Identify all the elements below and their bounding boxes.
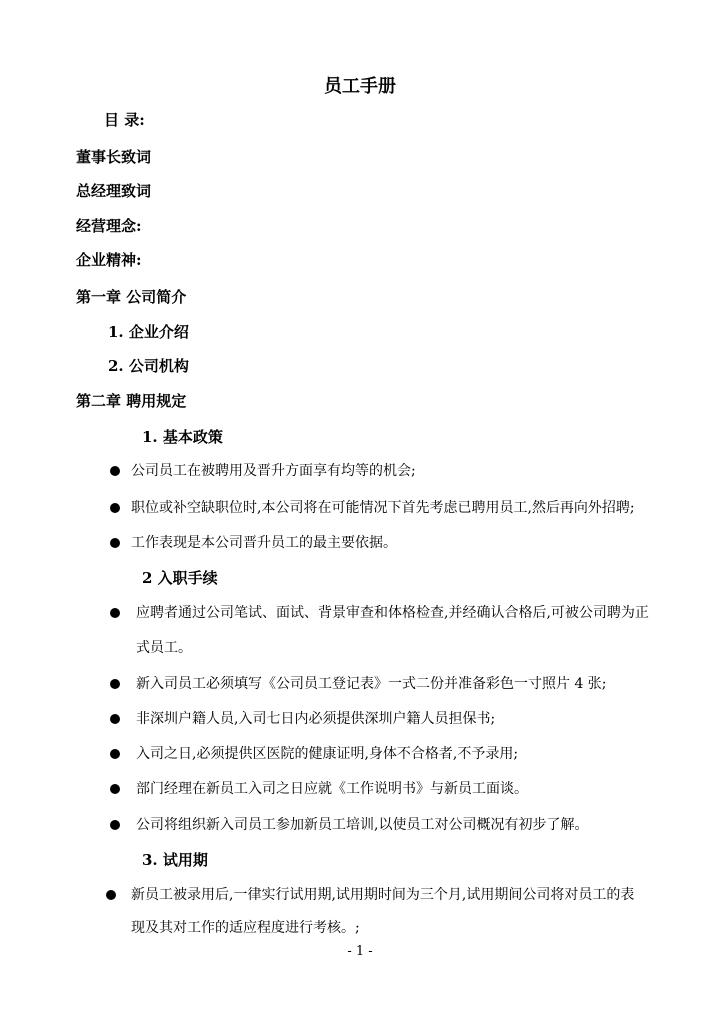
bullet-icon (110, 503, 120, 513)
bullet-icon (110, 714, 120, 724)
bullet-icon (110, 466, 120, 476)
bullet-icon (110, 679, 120, 689)
bullet-text: 入司之日,必须提供区医院的健康证明,身体不合格者,不予录用; (136, 746, 519, 762)
sub3-heading: 3. 试用期 (142, 851, 208, 869)
chapter2-heading: 第二章 聘用规定 (76, 392, 187, 410)
section-chairman-address: 董事长致词 (76, 148, 152, 166)
bullet-icon (110, 820, 120, 830)
bullet-text: 工作表现是本公司晋升员工的最主要依据。 (131, 535, 397, 551)
bullet-icon (110, 608, 120, 618)
bullet-icon (106, 890, 116, 900)
bullet-icon (110, 538, 120, 548)
section-philosophy: 经营理念: (76, 217, 142, 235)
document-title: 员工手册 (324, 76, 396, 97)
bullet-text: 部门经理在新员工入司之日应就《工作说明书》与新员工面谈。 (136, 781, 528, 797)
sub2-heading: 2 入职手续 (142, 569, 218, 587)
bullet-text-continuation: 式员工。 (136, 640, 192, 656)
page-number: - 1 - (347, 944, 373, 959)
bullet-icon (110, 784, 120, 794)
toc-label: 目 录: (104, 111, 145, 129)
sub1-heading: 1. 基本政策 (142, 428, 223, 446)
bullet-icon (110, 749, 120, 759)
bullet-text: 非深圳户籍人员,入司七日内必须提供深圳户籍人员担保书; (136, 711, 496, 727)
chapter1-item-company-intro: 1. 企业介绍 (108, 323, 189, 341)
bullet-text: 新入司员工必须填写《公司员工登记表》一式二份并准备彩色一寸照片 4 张; (136, 676, 607, 692)
bullet-text: 职位或补空缺职位时,本公司将在可能情况下首先考虑已聘用员工,然后再向外招聘; (131, 500, 635, 516)
bullet-text: 应聘者通过公司笔试、面试、背景审查和体格检查,并经确认合格后,可被公司聘为正 (136, 605, 649, 621)
section-gm-address: 总经理致词 (76, 182, 152, 200)
section-spirit: 企业精神: (76, 251, 142, 269)
chapter1-item-company-structure: 2. 公司机构 (108, 357, 189, 375)
chapter1-heading: 第一章 公司简介 (76, 288, 187, 306)
bullet-text: 公司员工在被聘用及晋升方面享有均等的机会; (131, 463, 416, 479)
bullet-text-continuation: 现及其对工作的适应程度进行考核。; (131, 920, 360, 936)
bullet-text: 公司将组织新入司员工参加新员工培训,以使员工对公司概况有初步了解。 (136, 817, 589, 833)
bullet-text: 新员工被录用后,一律实行试用期,试用期时间为三个月,试用期间公司将对员工的表 (131, 887, 635, 903)
